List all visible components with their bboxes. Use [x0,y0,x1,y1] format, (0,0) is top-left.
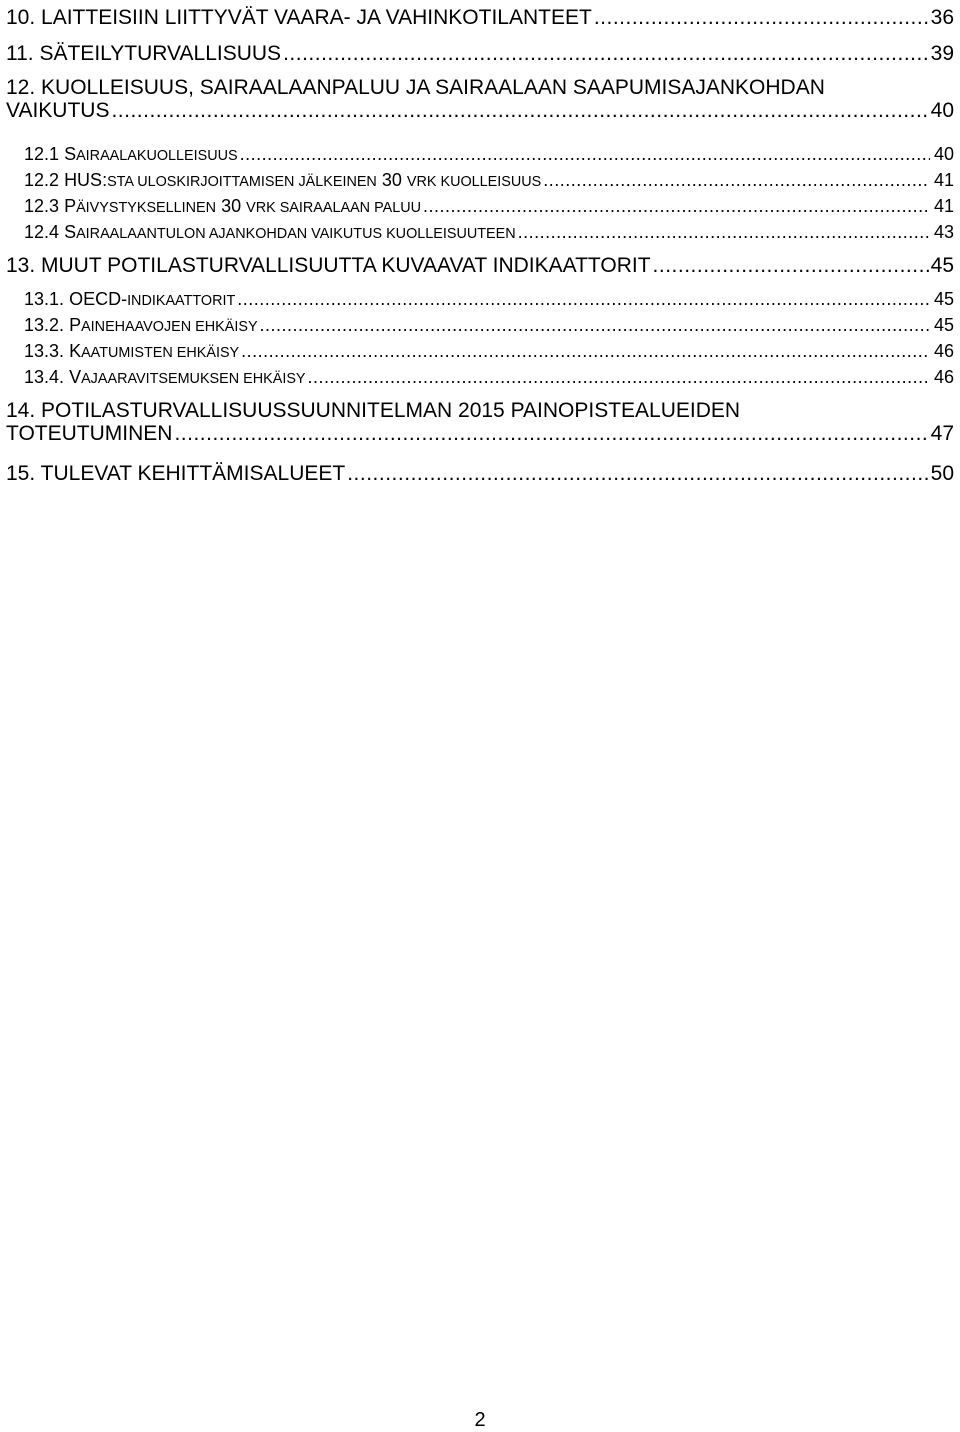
dot-leader [237,288,930,310]
dot-leader [347,462,928,485]
toc-page-number: 36 [930,6,954,29]
toc-entry-10[interactable] [6,6,954,29]
toc-entry-15[interactable] [6,462,954,485]
toc-page-number: 46 [933,341,954,361]
toc-entry-label: 12.4 SAIRAALAANTULON AJANKOHDAN VAIKUTUS KUOLLEISUUTEEN [24,222,516,242]
toc-entry-label: 12.3 PÄIVYSTYKSELLINEN 30 VRK SAIRAALAAN PALUU [24,196,421,216]
toc-entry-12-4[interactable] [6,221,954,245]
toc-entry-label-line2: TOTEUTUMINEN [6,422,173,445]
toc-page-number: 41 [933,170,954,190]
toc-entry-13-1[interactable] [6,288,954,312]
toc-entry-label: 13.2. PAINEHAAVOJEN EHKÄISY [24,315,258,335]
toc-entry-label: 15. TULEVAT KEHITTÄMISALUEET [6,462,346,485]
toc-page-number: 46 [933,367,954,387]
dot-leader [518,221,930,243]
toc-page-number: 45 [933,289,954,309]
toc-entry-13-3[interactable] [6,340,954,364]
dot-leader [308,366,930,388]
toc-entry-label: 11. SÄTEILYTURVALLISUUS [6,42,282,65]
toc-page-number: 39 [930,42,954,65]
toc-entry-label-line2: VAIKUTUS [6,99,110,122]
toc-entry-13[interactable] [6,254,954,277]
toc-page-number: 47 [930,422,954,445]
dot-leader [543,169,930,191]
dot-leader [283,42,929,65]
toc-entry-label-line1: 14. POTILASTURVALLISUUSSUUNNITELMAN 2015 PAINOPISTEALUEIDEN [6,399,741,422]
toc-entry-11[interactable] [6,42,954,65]
dot-leader [174,422,928,445]
toc-page-number: 50 [930,462,954,485]
toc-page-number: 40 [933,144,954,164]
toc-entry-12-1[interactable] [6,143,954,167]
toc-entry-12[interactable] [6,76,954,122]
dot-leader [241,340,930,362]
toc-entry-label: 13.1. OECD-INDIKAATTORIT [24,289,236,309]
toc-entry-label: 13.3. KAATUMISTEN EHKÄISY [24,341,240,361]
toc-entry-label: 12.2 HUS:STA ULOSKIRJOITTAMISEN JÄLKEINEN 30 VRK KUOLLEISUUS [24,170,542,190]
toc-entry-label: 13. MUUT POTILASTURVALLISUUTTA KUVAAVAT INDIKAATTORIT [6,254,651,277]
toc-page-number: 40 [930,99,954,122]
toc-page-number: 45 [933,315,954,335]
toc-entry-label: 12.1 SAIRAALAKUOLLEISUUS [24,144,238,164]
dot-leader [260,314,930,336]
dot-leader [423,195,930,217]
toc-entry-label-line1: 12. KUOLLEISUUS, SAIRAALAANPALUU JA SAIRAALAAN SAAPUMISAJANKOHDAN [6,76,825,99]
dot-leader [240,143,930,165]
dot-leader [594,6,929,29]
toc-page-number: 41 [933,196,954,216]
page-footer-number: 2 [474,1409,486,1431]
toc-entry-12-2[interactable] [6,169,954,193]
toc-page-number: 45 [930,254,954,277]
toc-entry-13-2[interactable] [6,314,954,338]
toc-entry-12-3[interactable] [6,195,954,219]
dot-leader [653,254,929,277]
dot-leader [111,99,928,122]
toc-entry-label: 13.4. VAJAARAVITSEMUKSEN EHKÄISY [24,367,306,387]
toc-entry-label: 10. LAITTEISIIN LIITTYVÄT VAARA- JA VAHINKOTILANTEET [6,6,592,29]
toc-entry-14[interactable] [6,399,954,445]
toc-entry-13-4[interactable] [6,366,954,390]
toc-page-number: 43 [933,222,954,242]
